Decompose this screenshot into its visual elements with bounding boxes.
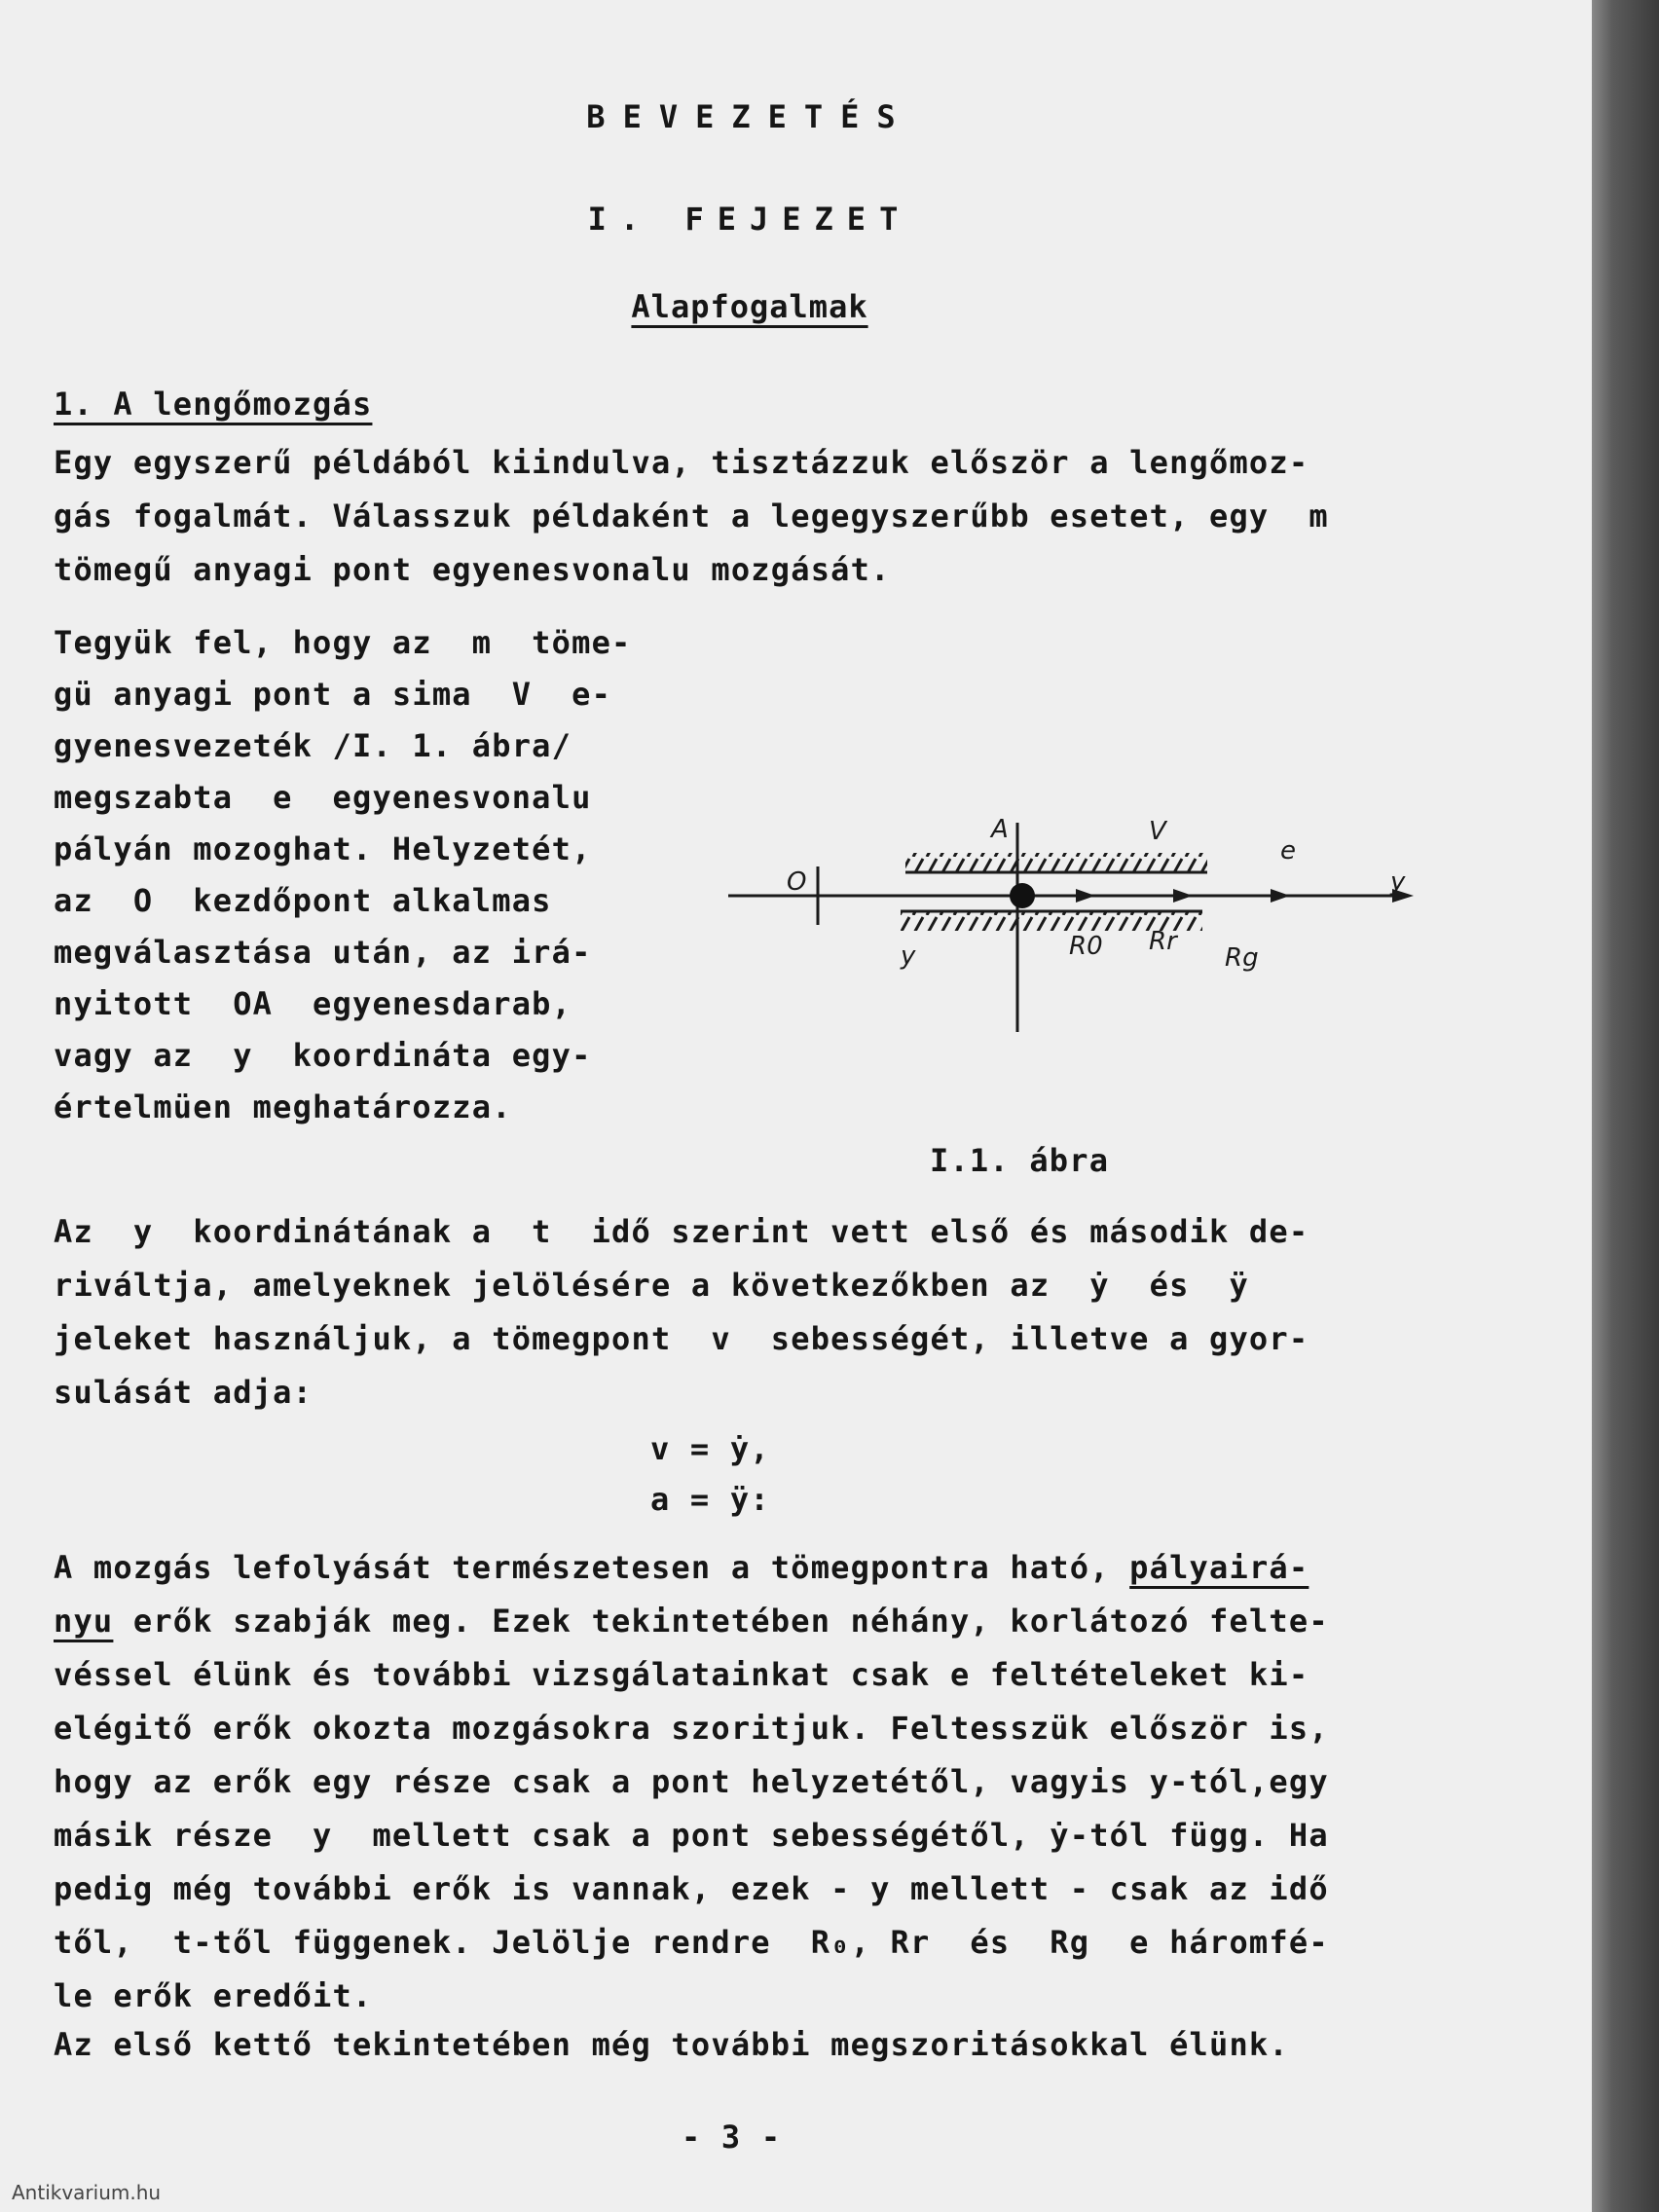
page-number: - 3 - (682, 2119, 782, 2156)
paragraph-line: másik része y mellett csak a pont sebességétől, ẏ-tól függ. Ha (54, 1817, 1329, 1854)
paragraph-line: pályán mozoghat. Helyzetét, (54, 830, 592, 867)
paragraph-line: le erők eredőit. (54, 1977, 373, 2014)
paragraph-line: hogy az erők egy része csak a pont helyzetétől, vagyis y-tól,egy (54, 1763, 1329, 1800)
chapter-heading: I. FEJEZET (587, 201, 912, 238)
upper-guide-hatching (905, 853, 1207, 872)
paragraph-line: pedig még további erők is vannak, ezek - y mellett - csak az idő (54, 1870, 1329, 1907)
equation-velocity: v = ẏ, (650, 1430, 770, 1467)
paragraph-line: jeleket használjuk, a tömegpont v sebességét, illetve a gyor- (54, 1320, 1309, 1357)
paragraph-line: értelmüen meghatározza. (54, 1088, 512, 1125)
force-arrow-icon (1271, 889, 1290, 903)
paragraph-text: erők szabják meg. Ezek tekintetében néhány, korlátozó felte- (113, 1603, 1329, 1640)
figure-label-r0: R0 (1069, 932, 1103, 961)
figure-label-y-axis: y (1390, 867, 1406, 897)
figure-diagram (720, 798, 1421, 1032)
paragraph-line: től, t-től függenek. Jelölje rendre R₀, Rr és Rg e háromfé- (54, 1924, 1329, 1961)
paragraph-line: nyitott OA egyenesdarab, (54, 985, 572, 1022)
figure-caption: I.1. ábra (930, 1142, 1110, 1179)
paragraph-line: Az y koordinátának a t idő szerint vett első és második de- (54, 1213, 1309, 1250)
paragraph-line: véssel élünk és további vizsgálatainkat csak e feltételeket ki- (54, 1656, 1309, 1693)
figure-label-v: V (1149, 817, 1166, 846)
paragraph-line: elégitő erők okozta mozgásokra szoritjuk. Feltesszük először is, (54, 1710, 1329, 1747)
paragraph-line: Tegyük fel, hogy az m töme- (54, 624, 632, 661)
paragraph-line: az O kezdőpont alkalmas (54, 882, 552, 919)
force-arrow-icon (1173, 889, 1193, 903)
mass-point (1010, 883, 1035, 908)
paragraph-line: tömegű anyagi pont egyenesvonalu mozgását. (54, 551, 891, 588)
figure-label-a: A (991, 815, 1009, 844)
paragraph-line: megválasztása után, az irá- (54, 934, 592, 971)
paragraph-line: megszabta e egyenesvonalu (54, 779, 592, 816)
underlined-term: pályairá- (1129, 1549, 1309, 1586)
paragraph-line (54, 1602, 1329, 1641)
paragraph-line: riváltja, amelyeknek jelölésére a következőkben az ẏ és ÿ (54, 1267, 1249, 1304)
watermark: Antikvarium.hu (12, 2181, 162, 2204)
force-arrow-icon (1076, 889, 1095, 903)
paragraph-line: Egy egyszerű példából kiindulva, tisztázzuk először a lengőmoz- (54, 444, 1309, 481)
chapter-subtitle: Alapfogalmak (631, 288, 868, 325)
paragraph-line (54, 1548, 1309, 1587)
page-edge-shadow (1592, 0, 1659, 2212)
paragraph-line: Az első kettő tekintetében még további megszoritásokkal élünk. (54, 2026, 1289, 2063)
paragraph-line: gyenesvezeték /I. 1. ábra/ (54, 727, 572, 764)
figure-label-rg: Rg (1225, 943, 1259, 973)
document-title: BEVEZETÉS (586, 98, 913, 135)
section-heading: 1. A lengőmozgás (54, 386, 373, 423)
figure-label-o: O (787, 867, 807, 897)
underlined-term: nyu (54, 1603, 114, 1640)
figure-label-y: y (901, 941, 916, 971)
paragraph-line: gás fogalmát. Válasszuk példaként a legegyszerűbb esetet, egy m (54, 498, 1329, 535)
paragraph-line: sulását adja: (54, 1374, 313, 1411)
figure-label-e: e (1280, 836, 1296, 866)
paragraph-line: vagy az y koordináta egy- (54, 1037, 592, 1074)
figure-label-rr: Rr (1149, 927, 1177, 956)
paragraph-line: gü anyagi pont a sima V e- (54, 676, 612, 713)
equation-acceleration: a = ÿ: (650, 1481, 770, 1518)
paragraph-text: A mozgás lefolyását természetesen a tömegpontra ható, (54, 1549, 1130, 1586)
